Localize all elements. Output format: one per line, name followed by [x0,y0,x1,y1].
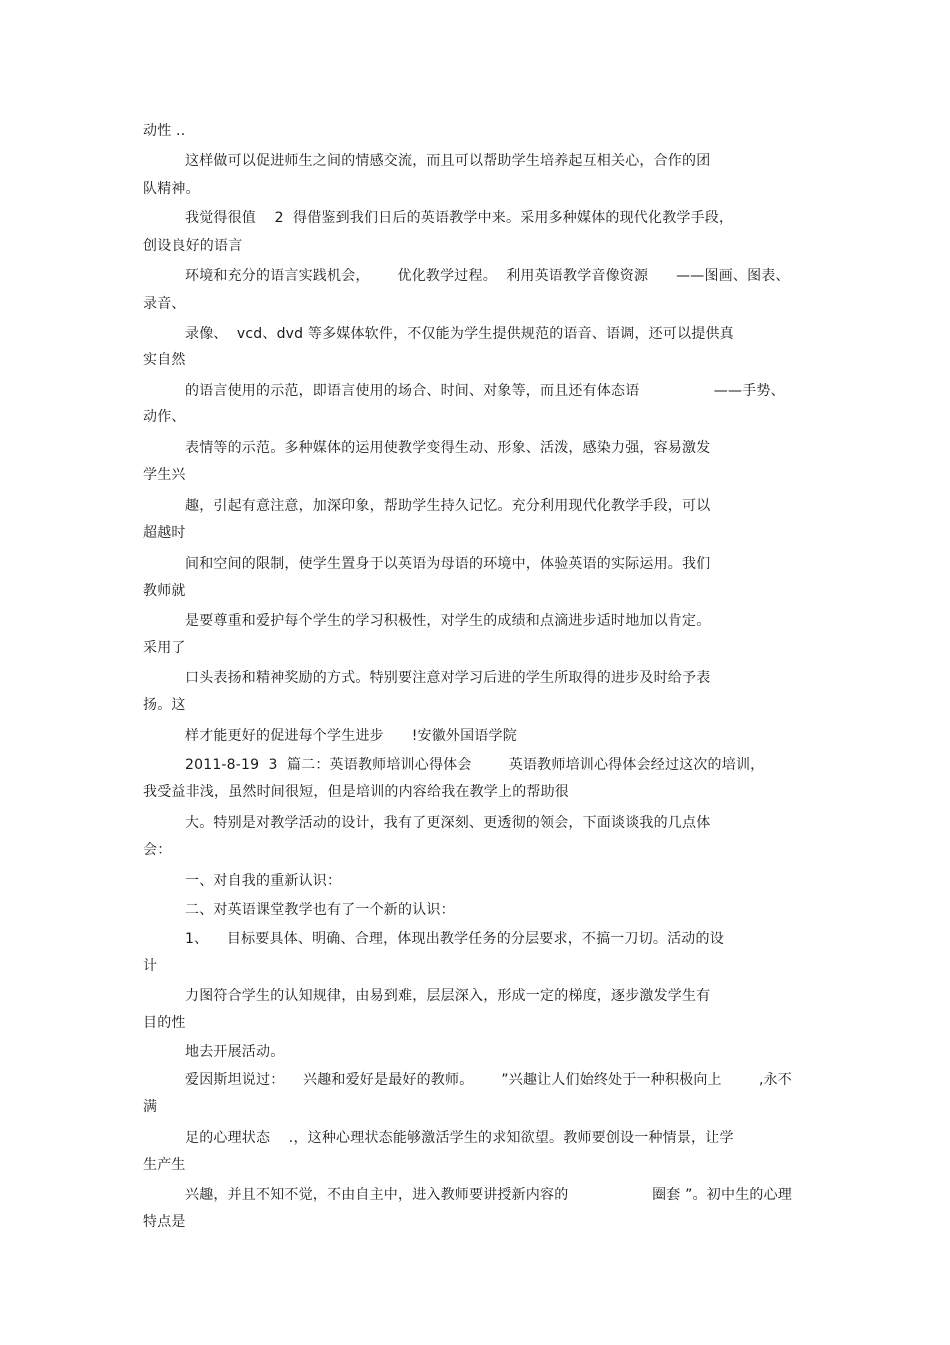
text-line: 创设良好的语言 [143,238,243,254]
text-line: 学生兴 [143,467,186,483]
text-line: 这样做可以促进师生之间的情感交流，而且可以帮助学生培养起互相关心，合作的团 [185,153,711,169]
text-line: 2011-8-19 3 篇二：英语教师培训心得体会 英语教师培训心得体会经过这次的培训， [185,757,765,773]
text-line: 是要尊重和爱护每个学生的学习积极性，对学生的成绩和点滴进步适时地加以肯定。 [185,613,711,629]
text-line: 录像、 vcd、dvd 等多媒体软件，不仅能为学生提供规范的语音、语调，还可以提供真 [185,326,734,342]
text-line: 环境和充分的语言实践机会， 优化教学过程。 利用英语教学音像资源 ——图画、图表、 [185,268,790,284]
text-line: 一、对自我的重新认识： [185,873,342,889]
text-line: 满 [143,1099,158,1115]
text-line: 超越时 [143,525,186,541]
text-line: 录音、 [143,296,186,312]
text-line: 生产生 [143,1157,186,1173]
text-line: 计 [143,958,158,974]
text-line: 会： [143,842,172,858]
text-line: 我受益非浅，虽然时间很短，但是培训的内容给我在教学上的帮助很 [143,784,569,800]
text-line: 实自然 [143,352,186,368]
text-line: 兴趣，并且不知不觉，不由自主中，进入教师要讲授新内容的 圈套 ”。初中生的心理 [185,1187,793,1203]
text-line: 口头表扬和精神奖励的方式。特别要注意对学习后进的学生所取得的进步及时给予表 [185,670,711,686]
text-line: 趣，引起有意注意，加深印象，帮助学生持久记忆。充分利用现代化教学手段，可以 [185,498,711,514]
text-line: 动作、 [143,409,186,425]
text-line: 特点是 [143,1214,186,1230]
text-line: 教师就 [143,583,186,599]
text-line: 大。特别是对教学活动的设计，我有了更深刻、更透彻的领会，下面谈谈我的几点体 [185,815,711,831]
text-line: 目的性 [143,1015,186,1031]
text-line: 表情等的示范。多种媒体的运用使教学变得生动、形象、活泼，感染力强，容易激发 [185,440,711,456]
text-line: 爱因斯坦说过： 兴趣和爱好是最好的教师。 ”兴趣让人们始终处于一种积极向上 ,永不 [185,1072,793,1088]
text-line: 足的心理状态 .，这种心理状态能够激活学生的求知欲望。教师要创设一种情景，让学 [185,1130,734,1146]
text-line: 1、 目标要具体、明确、合理，体现出教学任务的分层要求，不搞一刀切。活动的设 [185,931,724,947]
text-line: 扬。这 [143,697,186,713]
text-line: 间和空间的限制，使学生置身于以英语为母语的环境中，体验英语的实际运用。我们 [185,556,711,572]
text-line: 二、对英语课堂教学也有了一个新的认识： [185,902,455,918]
text-line: 地去开展活动。 [185,1044,285,1060]
text-line: 我觉得很值 2 得借鉴到我们日后的英语教学中来。采用多种媒体的现代化教学手段， [185,210,734,226]
text-line: 采用了 [143,640,186,656]
text-line: 力图符合学生的认知规律，由易到难，层层深入，形成一定的梯度，逐步激发学生有 [185,988,711,1004]
text-line: 的语言使用的示范，即语言使用的场合、时间、对象等，而且还有体态语 ——手势、 [185,383,785,399]
text-line: 动性 .. [143,123,186,139]
text-line: 队精神。 [143,181,200,197]
text-line: 样才能更好的促进每个学生进步 !安徽外国语学院 [185,728,517,744]
